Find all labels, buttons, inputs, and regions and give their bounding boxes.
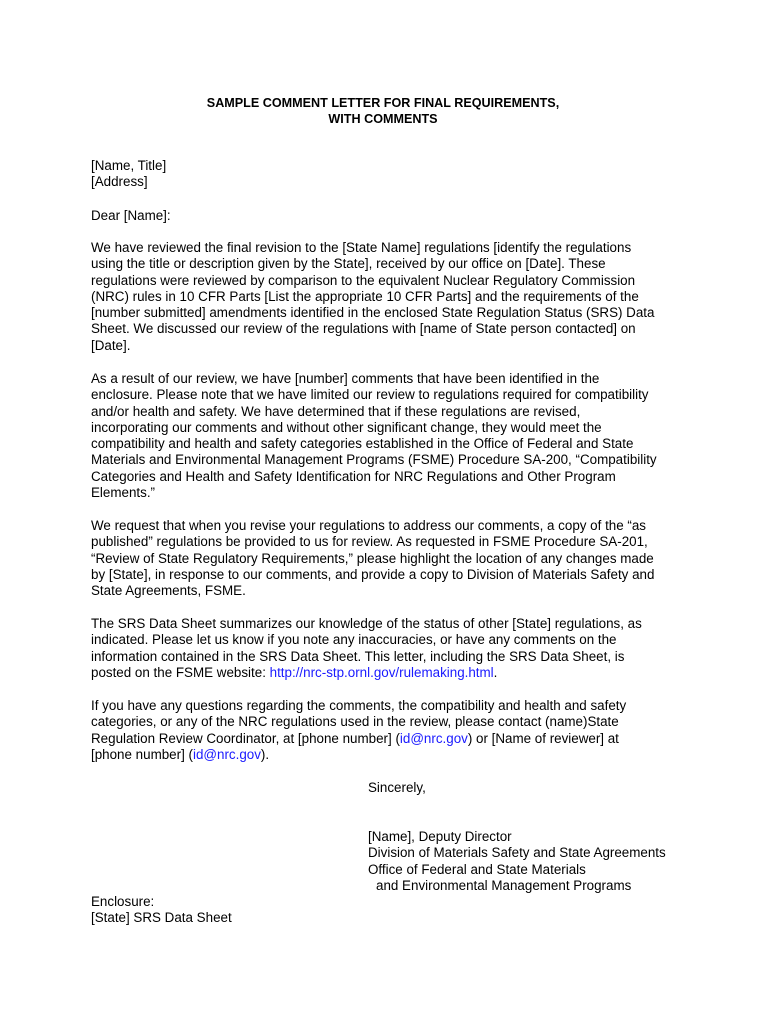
signature-block xyxy=(368,829,666,894)
paragraph-line: compatibility and health and safety categories established in the Office of Federal and State xyxy=(91,436,634,452)
paragraph-srs-data-sheet xyxy=(91,616,691,681)
recipient-block xyxy=(91,158,691,191)
paragraph-line: If you have any questions regarding the comments, the compatibility and health and safety xyxy=(91,698,627,713)
closing xyxy=(368,780,426,796)
paragraph-line: (NRC) rules in 10 CFR Parts [List the appropriate 10 CFR Parts] and the requirements of the xyxy=(91,288,639,304)
signature-office: Office of Federal and State Materials xyxy=(368,861,586,877)
website-prefix: posted on the FSME website: xyxy=(91,664,270,680)
website-suffix: . xyxy=(493,664,498,680)
paragraph-line: We have reviewed the final revision to the [State Name] regulations [identify the regulations xyxy=(91,240,632,255)
paragraph-line: Materials and Environmental Management Programs (FSME) Procedure SA-200, “Compatibility xyxy=(91,452,657,468)
paragraph-questions xyxy=(91,698,691,763)
title-line-1: SAMPLE COMMENT LETTER FOR FINAL REQUIREMENTS, xyxy=(206,96,560,110)
paragraph-line: [Date]. xyxy=(91,337,131,353)
paragraph-line: categories, or any of the NRC regulations used in the review, please contact (name)State xyxy=(91,714,619,730)
signature-programs: and Environmental Management Programs xyxy=(376,877,632,893)
paragraph-review xyxy=(91,240,691,354)
enclosure-item: [State] SRS Data Sheet xyxy=(91,910,232,926)
paragraph-request xyxy=(91,518,691,599)
paragraph-line: State Agreements, FSME. xyxy=(91,583,246,599)
email-suffix: ). xyxy=(260,746,270,762)
title-line-2: WITH COMMENTS xyxy=(328,112,438,126)
paragraph-line: by [State], in response to our comments, and provide a copy to Division of Materials Safety and xyxy=(91,566,655,582)
enclosure-label: Enclosure: xyxy=(91,894,155,909)
email-link[interactable]: id@nrc.gov xyxy=(399,730,468,746)
paragraph-line: Elements.” xyxy=(91,485,155,501)
paragraph-line: published” regulations be provided to us for review. As requested in FSME Procedure SA-201, xyxy=(91,534,648,550)
salutation xyxy=(91,208,691,224)
email-prefix: Regulation Review Coordinator, at [phone number] ( xyxy=(91,730,400,746)
paragraph-line: Categories and Health and Safety Identification for NRC Regulations and Other Program xyxy=(91,468,616,484)
paragraph-line: enclosure. Please note that we have limited our review to regulations required for compatibility xyxy=(91,387,649,403)
closing-text: Sincerely, xyxy=(368,780,426,795)
paragraph-line-email-1 xyxy=(91,731,691,747)
email-prefix: [phone number] ( xyxy=(91,746,193,762)
paragraph-line-email-2 xyxy=(91,747,691,763)
recipient-name-title: [Name, Title] xyxy=(91,158,167,173)
paragraph-line: information contained in the SRS Data Sheet. This letter, including the SRS Data Sheet, is xyxy=(91,648,625,664)
email-suffix: ) or [Name of reviewer] at xyxy=(467,730,619,746)
website-link[interactable]: http://nrc-stp.ornl.gov/rulemaking.html xyxy=(269,664,494,680)
signature-name: [Name], Deputy Director xyxy=(368,829,512,844)
signature-division: Division of Materials Safety and State Agreements xyxy=(368,845,666,861)
paragraph-line: [number submitted] amendments identified in the enclosed State Regulation Status (SRS) Data xyxy=(91,305,655,321)
paragraph-line: using the title or description given by the State], received by our office on [Date]. These xyxy=(91,256,606,272)
enclosure-block xyxy=(91,894,691,927)
paragraph-line: regulations were reviewed by comparison to the equivalent Nuclear Regulatory Commission xyxy=(91,272,636,288)
paragraph-line: incorporating our comments and without other significant change, they would meet the xyxy=(91,419,602,435)
letter-title xyxy=(90,95,676,127)
salutation-text: Dear [Name]: xyxy=(91,208,171,223)
paragraph-line: and/or health and safety. We have determined that if these regulations are revised, xyxy=(91,403,581,419)
recipient-address: [Address] xyxy=(91,174,148,190)
paragraph-line: The SRS Data Sheet summarizes our knowledge of the status of other [State] regulations, as xyxy=(91,616,642,631)
paragraph-line: We request that when you revise your regulations to address our comments, a copy of the “as xyxy=(91,518,647,533)
paragraph-line-website xyxy=(91,665,691,681)
paragraph-line: Sheet. We discussed our review of the regulations with [name of State person contacted] on xyxy=(91,321,636,337)
paragraph-line: As a result of our review, we have [number] comments that have been identified in the xyxy=(91,371,600,386)
paragraph-line: indicated. Please let us know if you note any inaccuracies, or have any comments on the xyxy=(91,632,617,648)
email-link[interactable]: id@nrc.gov xyxy=(192,746,261,762)
paragraph-line: “Review of State Regulatory Requirements,” please highlight the location of any changes made xyxy=(91,550,654,566)
paragraph-results xyxy=(91,371,691,501)
